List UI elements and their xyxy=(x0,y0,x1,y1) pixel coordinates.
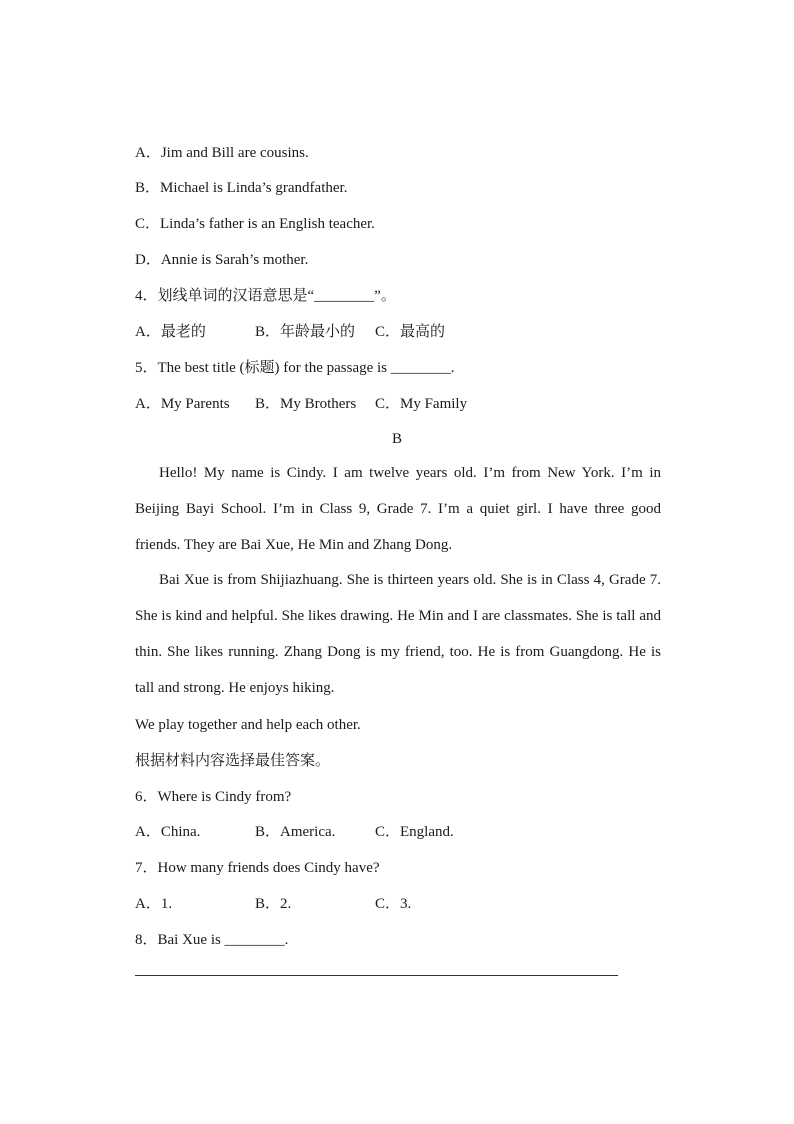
q5-stem: 5．The best title (标题) for the passage is ________. xyxy=(135,360,455,376)
q6-stem: 6．Where is Cindy from? xyxy=(135,789,292,805)
q7-stem: 7．How many friends does Cindy have? xyxy=(135,860,380,876)
q4-option-c: C．最高的 xyxy=(375,324,446,340)
q6-option-b: B．America. xyxy=(255,824,336,840)
section-b-heading: B xyxy=(391,431,402,447)
passage-closing-line: We play together and help each other. xyxy=(135,717,361,733)
page-divider xyxy=(135,975,618,976)
q4-option-b: B．年龄最小的 xyxy=(255,324,356,340)
q7-option-b: B．2. xyxy=(255,896,292,912)
section-instruction: 根据材料内容选择最佳答案。 xyxy=(135,753,331,769)
q4-stem: 4．划线单词的汉语意思是“________”。 xyxy=(135,288,396,304)
q3-option-d: D．Annie is Sarah’s mother. xyxy=(135,252,309,268)
q4-option-a: A．最老的 xyxy=(135,324,206,340)
q5-option-b: B．My Brothers xyxy=(255,396,357,412)
q3-option-c: C．Linda’s father is an English teacher. xyxy=(135,216,375,232)
passage-paragraph-2: Bai Xue is from Shijiazhuang. She is thirteen years old. She is in Class 4, Grade 7. She is kind and helpful. She likes drawing. He Min and I are classmates. She is tall and thin. She likes running. Zhang Dong is my friend, too. He is from Guangdong. He is tall and strong. He enjoys hiking. xyxy=(135,572,661,696)
q3-option-a: A．Jim and Bill are cousins. xyxy=(135,145,309,161)
q8-stem: 8．Bai Xue is ________. xyxy=(135,932,289,948)
q6-option-a: A．China. xyxy=(135,824,201,840)
q6-option-c: C．England. xyxy=(375,824,454,840)
q5-option-c: C．My Family xyxy=(375,396,468,412)
q7-option-c: C．3. xyxy=(375,896,412,912)
q7-option-a: A．1. xyxy=(135,896,173,912)
q5-option-a: A．My Parents xyxy=(135,396,230,412)
passage-paragraph-1: Hello! My name is Cindy. I am twelve years old. I’m from New York. I’m in Beijing Bayi School. I’m in Class 9, Grade 7. I’m a quiet girl. I have three good friends. They are Bai Xue, He Min and Zhang Dong. xyxy=(135,465,661,553)
q3-option-b: B．Michael is Linda’s grandfather. xyxy=(135,180,348,196)
